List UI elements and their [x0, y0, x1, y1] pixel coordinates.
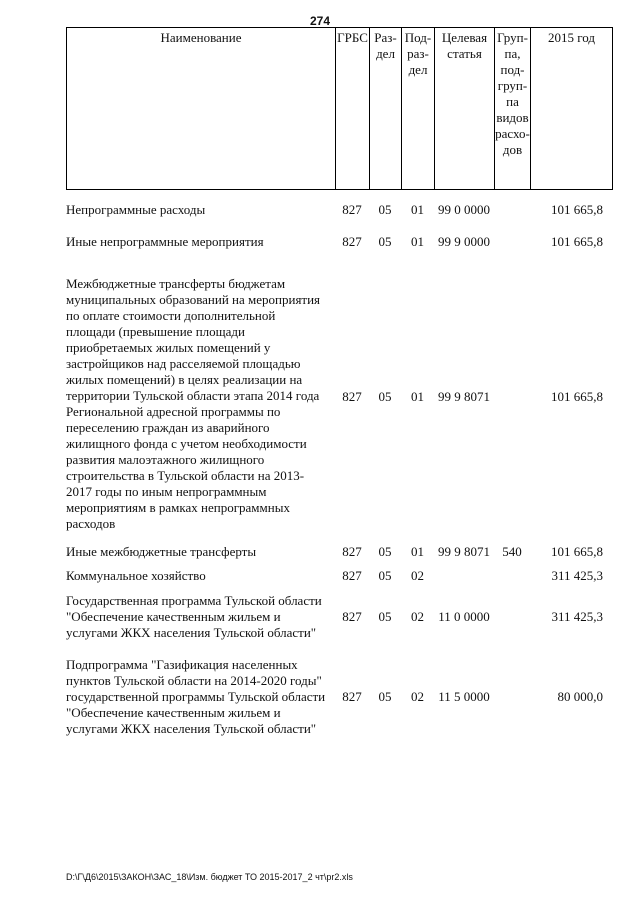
row-razdel: 05: [378, 389, 392, 404]
row-podrazdel: 02: [411, 689, 424, 704]
row-razdel: 05: [378, 202, 392, 217]
row-razdel: 05: [378, 609, 392, 624]
row-sum: 101 665,8: [551, 234, 603, 249]
row-sum: 101 665,8: [551, 544, 603, 559]
row-target: 99 9 0000: [438, 234, 490, 249]
row-sum: 80 000,0: [557, 689, 603, 704]
row-grbs: 827: [342, 689, 362, 704]
row-podrazdel: 01: [411, 544, 424, 559]
row-name: Подпрограмма "Газификация населенных пунктов Тульской области на 2014-2020 годы" государственной программы Тульской области "Обеспечение качественным жильем и услугами ЖКХ населения Тульской области": [66, 657, 326, 736]
row-grbs: 827: [342, 202, 362, 217]
row-podrazdel: 02: [411, 609, 424, 624]
row-sum: 101 665,8: [551, 202, 603, 217]
row-name: Коммунальное хозяйство: [66, 568, 206, 583]
row-sum: 311 425,3: [551, 609, 603, 624]
row-razdel: 05: [378, 234, 392, 249]
row-grbs: 827: [342, 609, 362, 624]
header-name: Наименование: [67, 28, 336, 189]
row-razdel: 05: [378, 568, 392, 583]
row-sum: 311 425,3: [551, 568, 603, 583]
row-razdel: 05: [378, 689, 392, 704]
row-group: 540: [502, 544, 522, 559]
file-path-footer: D:\Г\Д6\2015\ЗАКОН\ЗАС_18\Изм. бюджет ТО 2015-2017_2 чт\pr2.xls: [66, 872, 353, 882]
header-target: Целевая статья: [435, 28, 495, 189]
row-name: Межбюджетные трансферты бюджетам муниципальных образований на мероприятия по оплате стоимости дополнительной площади (превышение площади приобретаемых жилых помещений у застройщиков над расселяемой площадью жилых помещений) в целях реализации на территории Тульской области этапа 2014 года Региональной адресной программы по переселению граждан из аварийного жилищного фонда с учетом необходимости развития малоэтажного жилищного строительства в Тульской области на 2013-2017 годы по иным непрограммным мероприятиям в рамках непрограммных расходов: [66, 276, 321, 531]
row-grbs: 827: [342, 568, 362, 583]
header-group: Груп- па, под- груп- па видов расхо- дов: [495, 28, 531, 189]
row-grbs: 827: [342, 544, 362, 559]
row-target: 11 0 0000: [438, 609, 490, 624]
header-razdel: Раз- дел: [370, 28, 402, 189]
row-name: Иные непрограммные мероприятия: [66, 234, 264, 249]
row-target: 99 9 8071: [438, 389, 490, 404]
table-header: [66, 27, 613, 190]
row-razdel: 05: [378, 544, 392, 559]
row-target: 99 0 0000: [438, 202, 490, 217]
row-name: Иные межбюджетные трансферты: [66, 544, 257, 559]
row-grbs: 827: [342, 234, 362, 249]
row-name: Непрограммные расходы: [66, 202, 206, 217]
row-sum: 101 665,8: [551, 389, 603, 404]
row-podrazdel: 01: [411, 234, 424, 249]
page-number: 274: [309, 14, 331, 28]
row-name: Государственная программа Тульской области "Обеспечение качественным жильем и услугами ЖКХ населения Тульской области": [66, 593, 322, 640]
header-year: 2015 год: [548, 30, 595, 45]
header-podrazdel: Под- раз- дел: [402, 28, 435, 189]
row-podrazdel: 01: [411, 202, 424, 217]
header-grbs: ГРБС: [336, 28, 370, 189]
row-podrazdel: 02: [411, 568, 424, 583]
row-target: 99 9 8071: [438, 544, 490, 559]
row-podrazdel: 01: [411, 389, 424, 404]
row-grbs: 827: [342, 389, 362, 404]
row-target: 11 5 0000: [438, 689, 490, 704]
